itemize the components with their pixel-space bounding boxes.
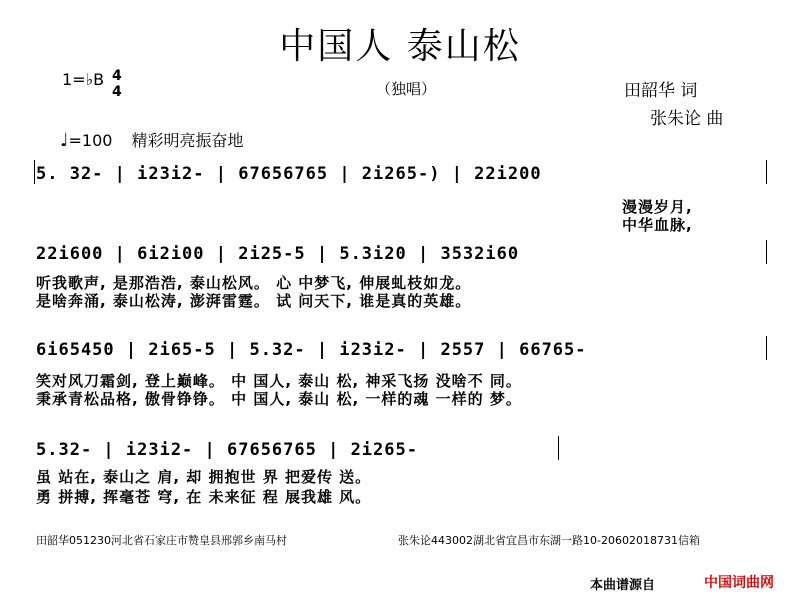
lyric-line-4b: 勇 拼搏, 挥毫苍 穹, 在 未来征 程 展我雄 风。 xyxy=(36,488,372,506)
time-signature-bottom: 4 xyxy=(112,84,122,100)
barline xyxy=(766,336,767,360)
time-signature-top: 4 xyxy=(112,68,122,84)
song-title: 中国人 泰山松 xyxy=(279,26,521,67)
composer-credit: 张朱论 曲 xyxy=(650,109,724,129)
lyricist-credit: 田韶华 词 xyxy=(624,81,698,101)
lyric-line-3b: 秉承青松品格, 傲骨铮铮。 中 国人, 泰山 松, 一样的魂 一样的 梦。 xyxy=(36,390,522,408)
lyric-line-1a: 漫漫岁月, xyxy=(622,198,693,216)
performance-type: （独唱） xyxy=(376,80,437,98)
key-signature: 1=♭B xyxy=(62,70,105,89)
barline xyxy=(34,160,35,184)
lyricist-address: 田韶华051230河北省石家庄市赞皇县邢郭乡南马村 xyxy=(36,534,287,547)
lyric-line-2a: 听我歌声, 是那浩浩, 泰山松风。 心 中梦飞, 伸展虬枝如龙。 xyxy=(36,274,472,292)
time-signature xyxy=(112,68,122,100)
lyric-line-3a: 笑对风刀霜剑, 登上巅峰。 中 国人, 泰山 松, 神采飞扬 没啥不 同。 xyxy=(36,372,522,390)
quarter-note-icon: ♩ xyxy=(60,130,69,151)
source-label: 本曲谱源自 xyxy=(590,578,656,593)
composer-address: 张朱论443002湖北省宜昌市东湖一路10-20602018731信箱 xyxy=(398,534,700,547)
lyric-line-4a: 虽 站在, 泰山之 肩, 却 拥抱世 界 把爱传 送。 xyxy=(36,468,372,486)
tempo-expression: 精彩明亮振奋地 xyxy=(131,131,244,150)
tempo-value: =100 xyxy=(68,131,113,150)
score-line-1: 5. 32- | i23i2- | 67656765 | 2i265-) | 22i200 xyxy=(36,164,542,184)
barline xyxy=(766,240,767,264)
lyric-line-2b: 是啥奔涌, 泰山松涛, 澎湃雷霆。 试 问天下, 谁是真的英雄。 xyxy=(36,292,472,310)
score-line-4: 5.32- | i23i2- | 67656765 | 2i265- xyxy=(36,440,418,460)
source-site-link[interactable]: 中国词曲网 xyxy=(704,575,774,591)
barline-final xyxy=(558,436,559,460)
score-line-2: 22i600 | 6i2i00 | 2i25-5 | 5.3i20 | 3532i60 xyxy=(36,244,520,264)
lyric-line-1b: 中华血脉, xyxy=(622,216,693,234)
barline xyxy=(766,160,767,184)
tempo-marking xyxy=(60,128,244,151)
score-line-3: 6i65450 | 2i65-5 | 5.32- | i23i2- | 2557 | 66765- xyxy=(36,340,587,360)
